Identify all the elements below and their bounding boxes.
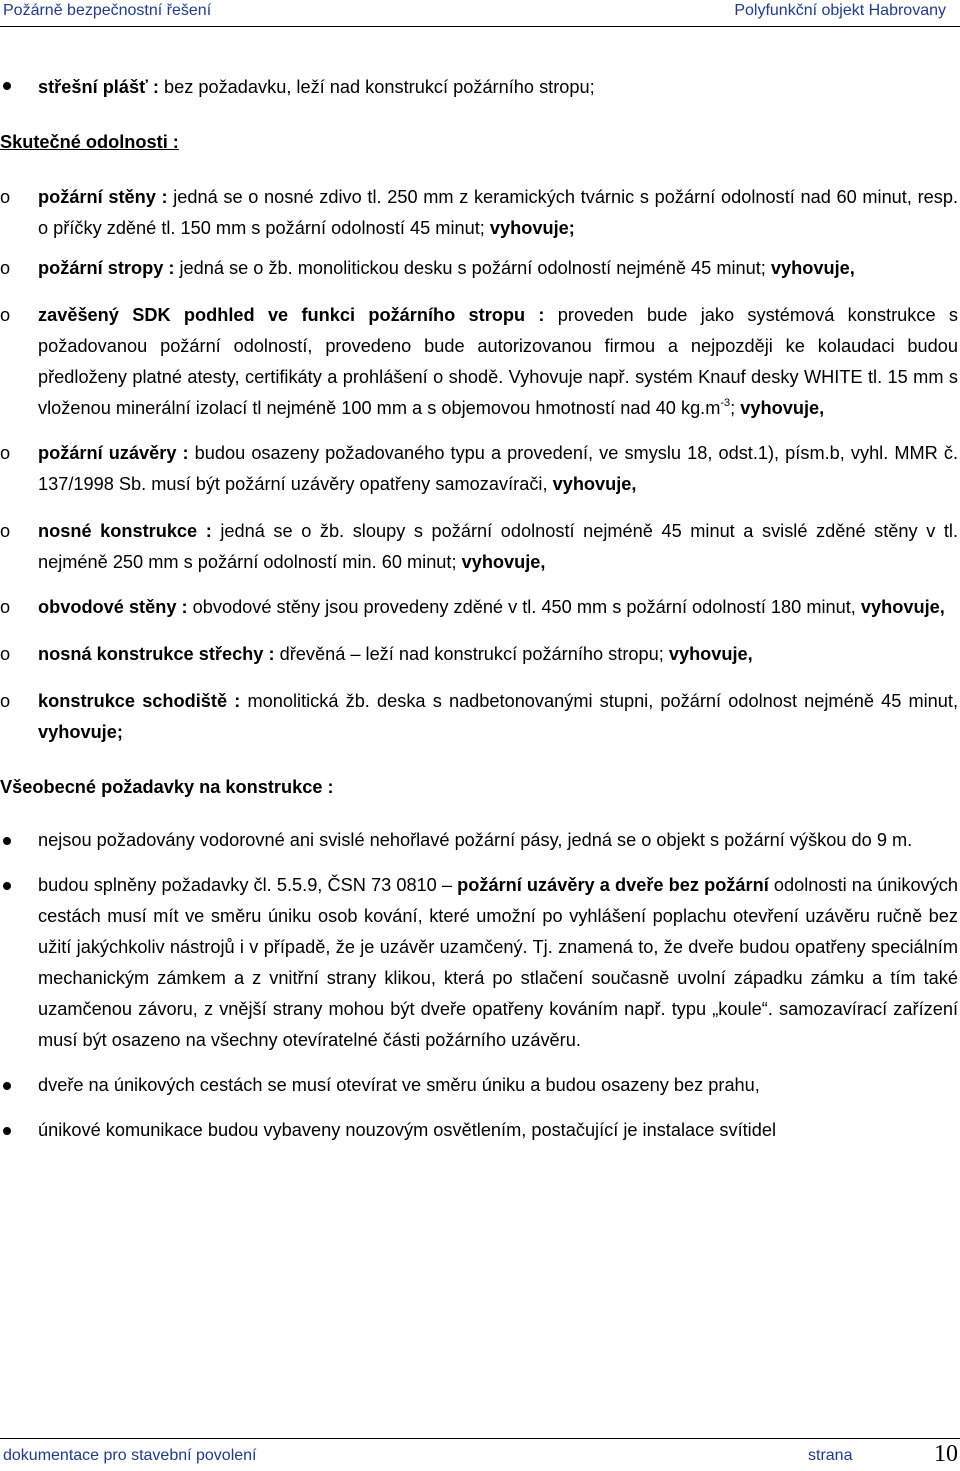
list-item: o obvodové stěny : obvodové stěny jsou provedeny zděné v tl. 450 mm s požární odolností 180 minut, vyhovuje, [0,592,958,623]
circle-bullet-icon: o [0,258,11,278]
circle-bullet-icon: o [0,597,11,617]
list-item: nejsou požadovány vodorovné ani svislé nehořlavé požární pásy, jedná se o objekt s požární výškou do 9 m. [0,825,958,856]
document-body [0,70,958,1146]
list-item: o nosná konstrukce střechy : dřevěná – leží nad konstrukcí požárního stropu; vyhovuje, [0,639,958,670]
page-footer [0,1438,960,1471]
list-item: o požární stěny : jedná se o nosné zdivo tl. 250 mm z keramických tvárnic s požární odolností nad 60 minut, resp. o příčky zděné tl. 150 mm s požární odolností 45 minut; vyhovuje; [0,182,958,244]
footer-label: dokumentace pro stavební povolení [3,1447,257,1464]
list-item: únikové komunikace budou vybaveny nouzovým osvětlením, postačující je instalace svítidel [0,1115,958,1146]
bullet-icon [3,1127,11,1135]
list-item: budou splněny požadavky čl. 5.5.9, ČSN 73 0810 – požární uzávěry a dveře bez požární odolnosti na únikových cestách musí mít ve směru úniku osob kování, které umožní po vyhlášení poplachu otevření uzávěru ručně bez užití jakýchkoliv nástrojů i v případě, že je uzávěr uzamčený. Tj. znamená to, že dveře budou opatřeny speciálním mechanickým zámkem a z vnitřní strany klikou, která po stlačení současně uvolní západku zámku a tím také uzamčenou závoru, z vnější strany mohou být dveře opatřeny kováním např. typu „koule“. samozavírací zařízení musí být osazeno na všechny otevíratelné části požárního uzávěru. [0,870,958,1056]
list-item: o konstrukce schodiště : monolitická žb. deska s nadbetonovanými stupni, požární odolnost nejméně 45 minut, vyhovuje; [0,686,958,748]
page-number: 10 [934,1441,958,1467]
circle-bullet-icon: o [0,521,11,541]
circle-bullet-icon: o [0,644,11,664]
section-heading: Všeobecné požadavky na konstrukce : [0,777,334,797]
bullet-icon [3,837,11,845]
circle-bullet-icon: o [0,305,11,325]
header-title: Požárně bezpečnostní řešení [3,2,212,19]
footer-page-word: strana [808,1447,853,1464]
list-item: dveře na únikových cestách se musí otevírat ve směru úniku a budou osazeny bez prahu, [0,1070,958,1101]
bullet-icon [3,82,11,90]
list-item: o nosné konstrukce : jedná se o žb. sloupy s požární odolností nejméně 45 minut a svislé zděné stěny v tl. nejméně 250 mm s požární odolností min. 60 minut; vyhovuje, [0,516,958,578]
header-project: Polyfunkční objekt Habrovany [734,2,946,19]
section-heading: Skutečné odolnosti : [0,132,179,152]
list-item: o požární stropy : jedná se o žb. monolitickou desku s požární odolností nejméně 45 minut; vyhovuje, [0,253,958,284]
circle-bullet-icon: o [0,443,11,463]
page-header [0,0,960,27]
list-item: střešní plášť : bez požadavku, leží nad konstrukcí požárního stropu; [0,70,958,103]
bullet-icon [3,882,11,890]
list-item: o požární uzávěry : budou osazeny požadovaného typu a provedení, ve smyslu 18, odst.1), písm.b, vyhl. MMR č. 137/1998 Sb. musí být požární uzávěry opatřeny samozavírači, vyhovuje, [0,438,958,500]
bullet-icon [3,1082,11,1090]
list-item: o zavěšený SDK podhled ve funkci požárního stropu : proveden bude jako systémová konstrukce s požadovanou požární odolností, provedeno bude autorizovanou firmou a nejpozději ke kolaudaci budou předloženy platné atesty, certifikáty a prohlášení o shodě. Vyhovuje např. systém Knauf desky WHITE tl. 15 mm s vloženou minerální izolací tl nejméně 100 mm a s objemovou hmotností nad 40 $kg.m^{-3}$; vyhovuje, [0,300,958,424]
circle-bullet-icon: o [0,691,11,711]
circle-bullet-icon: o [0,187,11,207]
